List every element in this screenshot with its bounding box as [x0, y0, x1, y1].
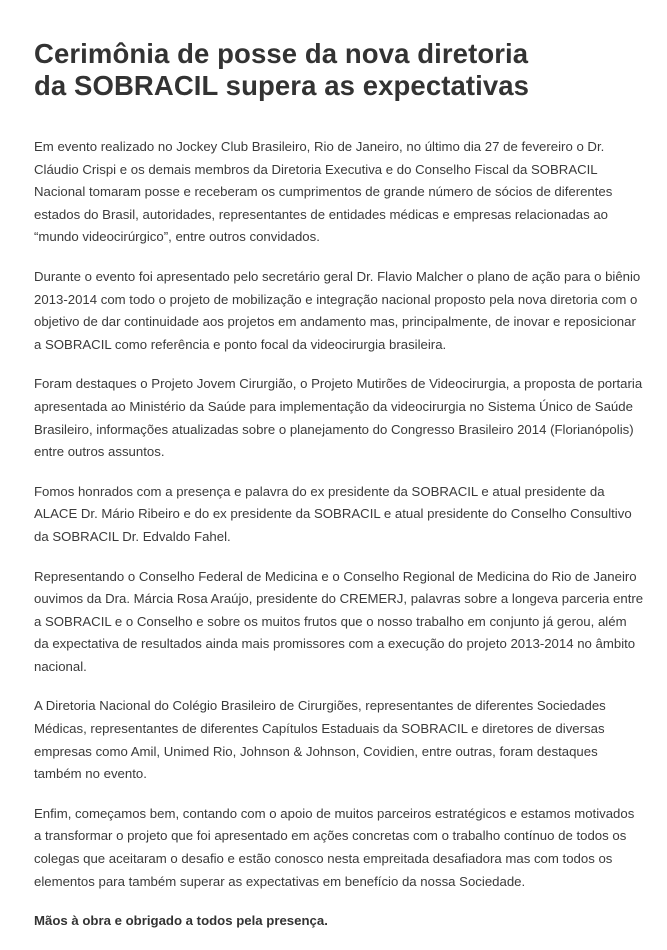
article-paragraph-1: Em evento realizado no Jockey Club Brasileiro, Rio de Janeiro, no último dia 27 de fevereiro o Dr. Cláudio Crispi e os demais membros da Diretoria Executiva e do Conselho Fiscal da SOBRACIL Nacional tomaram posse e receberam os cumprimentos de grande número de sócios de diferentes estados do Brasil, autoridades, representantes de entidades médicas e empresas relacionadas ao “mundo videocirúrgico”, entre outros convidados. [34, 139, 613, 245]
article-paragraph-4: Fomos honrados com a presença e palavra do ex presidente da SOBRACIL e atual presidente da ALACE Dr. Mário Ribeiro e do ex presidente da SOBRACIL e atual presidente do Conselho Consultivo da SOBRACIL Dr. Edvaldo Fahel. [34, 483, 632, 544]
article-paragraph-7: Enfim, começamos bem, contando com o apoio de muitos parceiros estratégicos e estamos motivados a transformar o projeto que foi apresentado em ações concretas com o trabalho contínuo de todos os colegas que aceitaram o desafio e estão conosco nesta empreitada desafiadora mas com todos os elementos para também superar as expectativas em benefício da nossa Sociedade. [34, 805, 635, 889]
article-paragraph-5: Representando o Conselho Federal de Medicina e o Conselho Regional de Medicina do Rio de Janeiro ouvimos da Dra. Márcia Rosa Araújo, presidente do CREMERJ, palavras sobre a longeva parceria entre a SOBRACIL e o Conselho e sobre os muitos frutos que o nosso trabalho em conjunto já gerou, além da expectativa de resultados ainda mais promissores com a execução do projeto 2013-2014 no âmbito nacional. [34, 568, 644, 674]
article [34, 38, 644, 950]
article-paragraph-3: Foram destaques o Projeto Jovem Cirurgião, o Projeto Mutirões de Videocirurgia, a proposta de portaria apresentada ao Ministério da Saúde para implementação da videocirurgia no Sistema Único de Saúde Brasileiro, informações atualizadas sobre o planejamento do Congresso Brasileiro 2014 (Florianópolis) entre outros assuntos. [34, 376, 643, 460]
article-title [34, 38, 644, 102]
article-closing: Mãos à obra e obrigado a todos pela presença. [34, 913, 328, 929]
article-paragraph-6: A Diretoria Nacional do Colégio Brasileiro de Cirurgiões, representantes de diferentes Sociedades Médicas, representantes de diferentes Capítulos Estaduais da SOBRACIL e diretores de diversas empresas como Amil, Unimed Rio, Johnson & Johnson, Covidien, entre outras, foram destaques também no evento. [34, 698, 606, 782]
article-paragraph-2: Durante o evento foi apresentado pelo secretário geral Dr. Flavio Malcher o plano de ação para o biênio 2013-2014 com todo o projeto de mobilização e integração nacional proposto pela nova diretoria com o objetivo de dar continuidade aos projetos em andamento mas, principalmente, de inovar e reposicionar a SOBRACIL como referência e ponto focal da videocirurgia brasileira. [34, 268, 641, 352]
article-title-line-1: Cerimônia de posse da nova diretoria [34, 38, 529, 69]
article-title-line-2: da SOBRACIL supera as expectativas [34, 70, 530, 101]
